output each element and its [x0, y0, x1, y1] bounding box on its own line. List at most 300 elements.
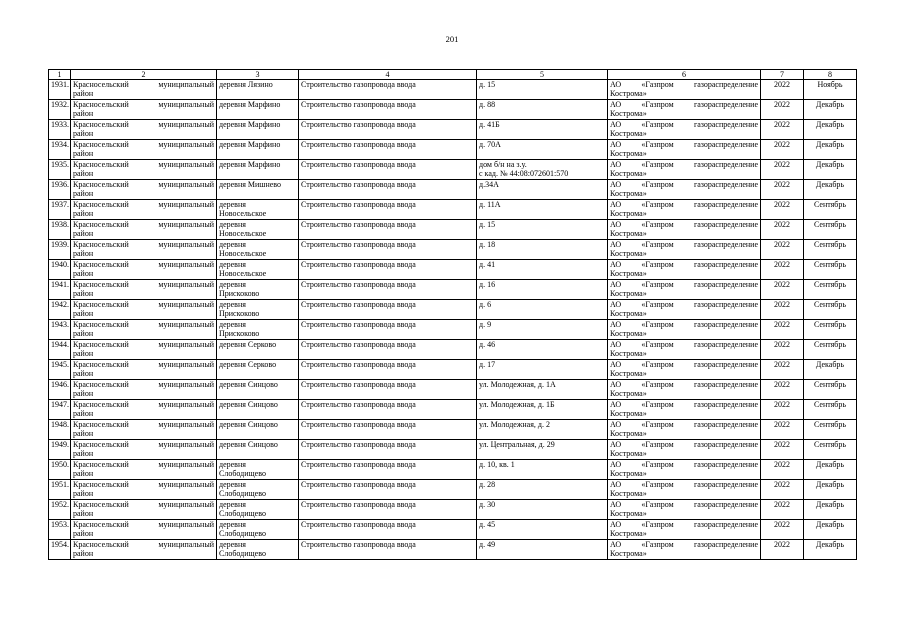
- settlement-cell: [217, 520, 299, 540]
- year-cell: [761, 500, 804, 520]
- year: 2022: [774, 460, 790, 469]
- year: 2022: [774, 360, 790, 369]
- address: д. 11А: [479, 200, 501, 209]
- row-number-cell: [49, 120, 71, 140]
- settlement-name-line-2: Новосельское: [219, 209, 267, 219]
- district-line-2: район: [73, 489, 94, 499]
- address-cell: [477, 300, 608, 320]
- settlement-cell: [217, 380, 299, 400]
- row-number-cell: [49, 380, 71, 400]
- settlement-cell: [217, 420, 299, 440]
- year: 2022: [774, 400, 790, 409]
- table-row: [49, 220, 857, 240]
- year-cell: [761, 280, 804, 300]
- row-number-cell: [49, 540, 71, 560]
- organization-cell: [608, 420, 761, 440]
- month: Декабрь: [815, 360, 845, 369]
- table-row: [49, 240, 857, 260]
- year: 2022: [774, 520, 790, 529]
- district-line-2: район: [73, 429, 94, 439]
- work-type: Строительство газопровода ввода: [301, 400, 416, 409]
- year-cell: [761, 120, 804, 140]
- district-line-1: Красносельский муниципальный: [73, 300, 214, 309]
- address-cell: [477, 520, 608, 540]
- year: 2022: [774, 120, 790, 129]
- settlement-name: деревня: [219, 460, 246, 469]
- district-cell: [71, 400, 217, 420]
- organization-line-2: Кострома»: [610, 269, 647, 279]
- work-type-cell: [299, 540, 477, 560]
- settlement-cell: [217, 400, 299, 420]
- organization-line-1: АО «Газпром газораспределение: [610, 500, 758, 509]
- month-cell: [804, 500, 857, 520]
- month: Сентябрь: [813, 220, 847, 229]
- settlement-name-line-2: Прискоково: [219, 289, 260, 299]
- month: Декабрь: [815, 120, 845, 129]
- organization-cell: [608, 400, 761, 420]
- year: 2022: [774, 200, 790, 209]
- month: Сентябрь: [813, 280, 847, 289]
- row-number-cell: [49, 480, 71, 500]
- year-cell: [761, 420, 804, 440]
- district-line-1: Красносельский муниципальный: [73, 200, 214, 209]
- district-cell: [71, 540, 217, 560]
- table-row: [49, 380, 857, 400]
- organization-line-1: АО «Газпром газораспределение: [610, 200, 758, 209]
- row-number-cell: [49, 500, 71, 520]
- table-row: [49, 340, 857, 360]
- row-number: 1947.: [51, 400, 69, 409]
- address: д. 28: [479, 480, 496, 489]
- district-line-2: район: [73, 349, 94, 359]
- work-type: Строительство газопровода ввода: [301, 220, 416, 229]
- work-type-cell: [299, 480, 477, 500]
- organization-line-1: АО «Газпром газораспределение: [610, 100, 758, 109]
- month: Сентябрь: [813, 260, 847, 269]
- settlement-name: деревня Синцово: [219, 440, 278, 449]
- organization-line-1: АО «Газпром газораспределение: [610, 420, 758, 429]
- district-line-2: район: [73, 129, 94, 139]
- organization-cell: [608, 200, 761, 220]
- settlement-cell: [217, 80, 299, 100]
- row-number: 1952.: [51, 500, 69, 509]
- work-type-cell: [299, 200, 477, 220]
- work-type: Строительство газопровода ввода: [301, 240, 416, 249]
- address: д. 30: [479, 500, 496, 509]
- table-row: [49, 140, 857, 160]
- address: ул. Молодежная, д. 2: [479, 420, 550, 429]
- organization-cell: [608, 380, 761, 400]
- month: Декабрь: [815, 520, 845, 529]
- district-line-2: район: [73, 409, 94, 419]
- organization-line-2: Кострома»: [610, 309, 647, 319]
- row-number: 1937.: [51, 200, 69, 209]
- district-line-1: Красносельский муниципальный: [73, 160, 214, 169]
- district-line-1: Красносельский муниципальный: [73, 480, 214, 489]
- organization-line-1: АО «Газпром газораспределение: [610, 360, 758, 369]
- table-row: [49, 520, 857, 540]
- district-line-1: Красносельский муниципальный: [73, 500, 214, 509]
- address-cell: [477, 460, 608, 480]
- settlement-name-line-2: Прискоково: [219, 329, 260, 339]
- settlement-cell: [217, 180, 299, 200]
- year: 2022: [774, 260, 790, 269]
- header-cell: 5: [477, 70, 608, 80]
- organization-line-2: Кострома»: [610, 129, 647, 139]
- month-cell: [804, 380, 857, 400]
- district-cell: [71, 180, 217, 200]
- work-type: Строительство газопровода ввода: [301, 80, 416, 89]
- work-type: Строительство газопровода ввода: [301, 300, 416, 309]
- work-type: Строительство газопровода ввода: [301, 260, 416, 269]
- row-number: 1936.: [51, 180, 69, 189]
- organization-cell: [608, 120, 761, 140]
- settlement-cell: [217, 100, 299, 120]
- work-type: Строительство газопровода ввода: [301, 280, 416, 289]
- organization-line-2: Кострома»: [610, 329, 647, 339]
- settlement-name: деревня Марфино: [219, 160, 281, 169]
- header-cell: 3: [217, 70, 299, 80]
- settlement-name: деревня Серково: [219, 360, 277, 369]
- organization-line-1: АО «Газпром газораспределение: [610, 240, 758, 249]
- row-number: 1948.: [51, 420, 69, 429]
- district-cell: [71, 520, 217, 540]
- district-line-2: район: [73, 109, 94, 119]
- settlement-cell: [217, 320, 299, 340]
- settlement-name: деревня: [219, 280, 246, 289]
- work-type: Строительство газопровода ввода: [301, 480, 416, 489]
- row-number-cell: [49, 240, 71, 260]
- settlement-name-line-2: Слободищево: [219, 509, 266, 519]
- district-line-2: район: [73, 189, 94, 199]
- organization-cell: [608, 100, 761, 120]
- organization-line-2: Кострома»: [610, 349, 647, 359]
- row-number: 1944.: [51, 340, 69, 349]
- row-number-cell: [49, 320, 71, 340]
- row-number: 1950.: [51, 460, 69, 469]
- row-number-cell: [49, 360, 71, 380]
- settlement-name: деревня Марфино: [219, 140, 281, 149]
- organization-line-2: Кострома»: [610, 429, 647, 439]
- work-type: Строительство газопровода ввода: [301, 180, 416, 189]
- table-row: [49, 540, 857, 560]
- settlement-name: деревня: [219, 240, 246, 249]
- settlement-name: деревня: [219, 220, 246, 229]
- header-row: [49, 70, 857, 80]
- month: Ноябрь: [817, 80, 843, 89]
- year-cell: [761, 380, 804, 400]
- address-cell: [477, 500, 608, 520]
- district-cell: [71, 340, 217, 360]
- month-cell: [804, 100, 857, 120]
- address: д. 70А: [479, 140, 501, 149]
- settlement-cell: [217, 460, 299, 480]
- settlement-name: деревня: [219, 300, 246, 309]
- table-row: [49, 180, 857, 200]
- district-line-1: Красносельский муниципальный: [73, 100, 214, 109]
- district-cell: [71, 220, 217, 240]
- district-cell: [71, 260, 217, 280]
- address-cell: [477, 400, 608, 420]
- year-cell: [761, 300, 804, 320]
- district-line-1: Красносельский муниципальный: [73, 460, 214, 469]
- address: д.34А: [479, 180, 499, 189]
- table-row: [49, 500, 857, 520]
- row-number-cell: [49, 420, 71, 440]
- address-cell: [477, 180, 608, 200]
- district-line-2: район: [73, 89, 94, 99]
- organization-cell: [608, 240, 761, 260]
- month-cell: [804, 340, 857, 360]
- settlement-name-line-2: Новосельское: [219, 249, 267, 259]
- settlement-name-line-2: Слободищево: [219, 549, 266, 559]
- settlement-name-line-2: Слободищево: [219, 529, 266, 539]
- year-cell: [761, 220, 804, 240]
- row-number: 1932.: [51, 100, 69, 109]
- work-type: Строительство газопровода ввода: [301, 140, 416, 149]
- address-cell: [477, 360, 608, 380]
- year: 2022: [774, 180, 790, 189]
- settlement-name: деревня Лязино: [219, 80, 273, 89]
- year-cell: [761, 540, 804, 560]
- address-cell: [477, 80, 608, 100]
- month-cell: [804, 540, 857, 560]
- district-cell: [71, 140, 217, 160]
- district-line-1: Красносельский муниципальный: [73, 340, 214, 349]
- organization-line-1: АО «Газпром газораспределение: [610, 280, 758, 289]
- address: ул. Молодежная, д. 1Б: [479, 400, 555, 409]
- district-line-1: Красносельский муниципальный: [73, 380, 214, 389]
- address-cell: [477, 480, 608, 500]
- district-line-2: район: [73, 509, 94, 519]
- year: 2022: [774, 80, 790, 89]
- row-number: 1953.: [51, 520, 69, 529]
- address: д. 41: [479, 260, 496, 269]
- district-line-1: Красносельский муниципальный: [73, 540, 214, 549]
- settlement-cell: [217, 540, 299, 560]
- organization-cell: [608, 340, 761, 360]
- address-cell: [477, 120, 608, 140]
- year: 2022: [774, 340, 790, 349]
- year: 2022: [774, 440, 790, 449]
- work-type: Строительство газопровода ввода: [301, 520, 416, 529]
- row-number-cell: [49, 220, 71, 240]
- settlement-name: деревня Мишнево: [219, 180, 282, 189]
- row-number: 1938.: [51, 220, 69, 229]
- address: д. 10, кв. 1: [479, 460, 515, 469]
- table-row: [49, 200, 857, 220]
- year: 2022: [774, 540, 790, 549]
- month-cell: [804, 520, 857, 540]
- month-cell: [804, 280, 857, 300]
- district-line-2: район: [73, 329, 94, 339]
- work-type: Строительство газопровода ввода: [301, 100, 416, 109]
- settlement-name: деревня Серково: [219, 340, 277, 349]
- district-line-2: район: [73, 309, 94, 319]
- district-line-2: район: [73, 369, 94, 379]
- row-number: 1931.: [51, 80, 69, 89]
- month: Декабрь: [815, 180, 845, 189]
- table-row: [49, 100, 857, 120]
- district-cell: [71, 500, 217, 520]
- district-cell: [71, 460, 217, 480]
- organization-line-1: АО «Газпром газораспределение: [610, 180, 758, 189]
- row-number: 1935.: [51, 160, 69, 169]
- work-type-cell: [299, 220, 477, 240]
- address: ул. Центральная, д. 29: [479, 440, 555, 449]
- work-type: Строительство газопровода ввода: [301, 360, 416, 369]
- month-cell: [804, 260, 857, 280]
- table-row: [49, 260, 857, 280]
- month: Сентябрь: [813, 320, 847, 329]
- page-number: 201: [445, 34, 459, 44]
- row-number-cell: [49, 440, 71, 460]
- address: д. 6: [479, 300, 492, 309]
- work-type-cell: [299, 260, 477, 280]
- month: Декабрь: [815, 160, 845, 169]
- settlement-cell: [217, 440, 299, 460]
- district-line-2: район: [73, 269, 94, 279]
- row-number-cell: [49, 260, 71, 280]
- district-cell: [71, 320, 217, 340]
- year-cell: [761, 100, 804, 120]
- work-type-cell: [299, 400, 477, 420]
- row-number: 1941.: [51, 280, 69, 289]
- address-cell: [477, 320, 608, 340]
- table-row: [49, 80, 857, 100]
- organization-line-1: АО «Газпром газораспределение: [610, 340, 758, 349]
- settlement-name: деревня Марфино: [219, 100, 281, 109]
- table-row: [49, 320, 857, 340]
- row-number-cell: [49, 300, 71, 320]
- row-number-cell: [49, 180, 71, 200]
- month: Декабрь: [815, 540, 845, 549]
- district-cell: [71, 240, 217, 260]
- settlement-cell: [217, 160, 299, 180]
- organization-line-2: Кострома»: [610, 289, 647, 299]
- district-cell: [71, 480, 217, 500]
- address-cell: [477, 380, 608, 400]
- work-type-cell: [299, 280, 477, 300]
- district-cell: [71, 380, 217, 400]
- month-cell: [804, 480, 857, 500]
- organization-line-2: Кострома»: [610, 89, 647, 99]
- address: д. 41Б: [479, 120, 500, 129]
- month-cell: [804, 220, 857, 240]
- district-line-1: Красносельский муниципальный: [73, 120, 214, 129]
- year: 2022: [774, 480, 790, 489]
- year-cell: [761, 180, 804, 200]
- settlement-name: деревня Марфино: [219, 120, 281, 129]
- address: д. 17: [479, 360, 496, 369]
- organization-cell: [608, 140, 761, 160]
- address: ул. Молодежная, д. 1А: [479, 380, 556, 389]
- organization-line-1: АО «Газпром газораспределение: [610, 320, 758, 329]
- year: 2022: [774, 100, 790, 109]
- address-line-2: с кад. № 44:08:072601:570: [479, 169, 569, 179]
- organization-cell: [608, 160, 761, 180]
- month: Декабрь: [815, 500, 845, 509]
- header-cell: 4: [299, 70, 477, 80]
- settlement-cell: [217, 340, 299, 360]
- district-line-1: Красносельский муниципальный: [73, 440, 214, 449]
- work-type-cell: [299, 120, 477, 140]
- table-row: [49, 160, 857, 180]
- address: д. 45: [479, 520, 496, 529]
- row-number-cell: [49, 340, 71, 360]
- header-cell: 8: [804, 70, 857, 80]
- district-line-1: Красносельский муниципальный: [73, 240, 214, 249]
- work-type: Строительство газопровода ввода: [301, 420, 416, 429]
- settlement-cell: [217, 260, 299, 280]
- settlement-name: деревня: [219, 520, 246, 529]
- organization-line-2: Кострома»: [610, 489, 647, 499]
- header-cell: 2: [71, 70, 217, 80]
- table-row: [49, 400, 857, 420]
- work-type: Строительство газопровода ввода: [301, 340, 416, 349]
- row-number: 1933.: [51, 120, 69, 129]
- header-cell: 6: [608, 70, 761, 80]
- year-cell: [761, 80, 804, 100]
- work-type-cell: [299, 240, 477, 260]
- organization-line-2: Кострома»: [610, 149, 647, 159]
- month-cell: [804, 180, 857, 200]
- organization-cell: [608, 480, 761, 500]
- organization-cell: [608, 320, 761, 340]
- organization-cell: [608, 440, 761, 460]
- address-cell: [477, 160, 608, 180]
- year-cell: [761, 440, 804, 460]
- year-cell: [761, 340, 804, 360]
- work-type: Строительство газопровода ввода: [301, 200, 416, 209]
- address-cell: [477, 260, 608, 280]
- district-cell: [71, 120, 217, 140]
- settlement-cell: [217, 220, 299, 240]
- district-line-2: район: [73, 229, 94, 239]
- address-cell: [477, 200, 608, 220]
- row-number-cell: [49, 400, 71, 420]
- settlement-cell: [217, 140, 299, 160]
- organization-cell: [608, 300, 761, 320]
- settlement-name: деревня: [219, 500, 246, 509]
- work-type-cell: [299, 100, 477, 120]
- year-cell: [761, 160, 804, 180]
- district-line-2: район: [73, 389, 94, 399]
- organization-line-1: АО «Газпром газораспределение: [610, 120, 758, 129]
- address: дом б/н на з.у.: [479, 160, 527, 169]
- organization-line-2: Кострома»: [610, 469, 647, 479]
- settlement-cell: [217, 120, 299, 140]
- work-type-cell: [299, 380, 477, 400]
- organization-line-2: Кострома»: [610, 409, 647, 419]
- district-cell: [71, 280, 217, 300]
- organization-line-2: Кострома»: [610, 449, 647, 459]
- work-type: Строительство газопровода ввода: [301, 380, 416, 389]
- address-cell: [477, 420, 608, 440]
- organization-line-2: Кострома»: [610, 389, 647, 399]
- gas-pipeline-table: [48, 69, 857, 560]
- organization-line-1: АО «Газпром газораспределение: [610, 160, 758, 169]
- work-type-cell: [299, 500, 477, 520]
- row-number: 1945.: [51, 360, 69, 369]
- work-type-cell: [299, 180, 477, 200]
- organization-line-2: Кострома»: [610, 169, 647, 179]
- address-cell: [477, 540, 608, 560]
- work-type-cell: [299, 460, 477, 480]
- table-row: [49, 300, 857, 320]
- district-line-2: район: [73, 549, 94, 559]
- organization-cell: [608, 220, 761, 240]
